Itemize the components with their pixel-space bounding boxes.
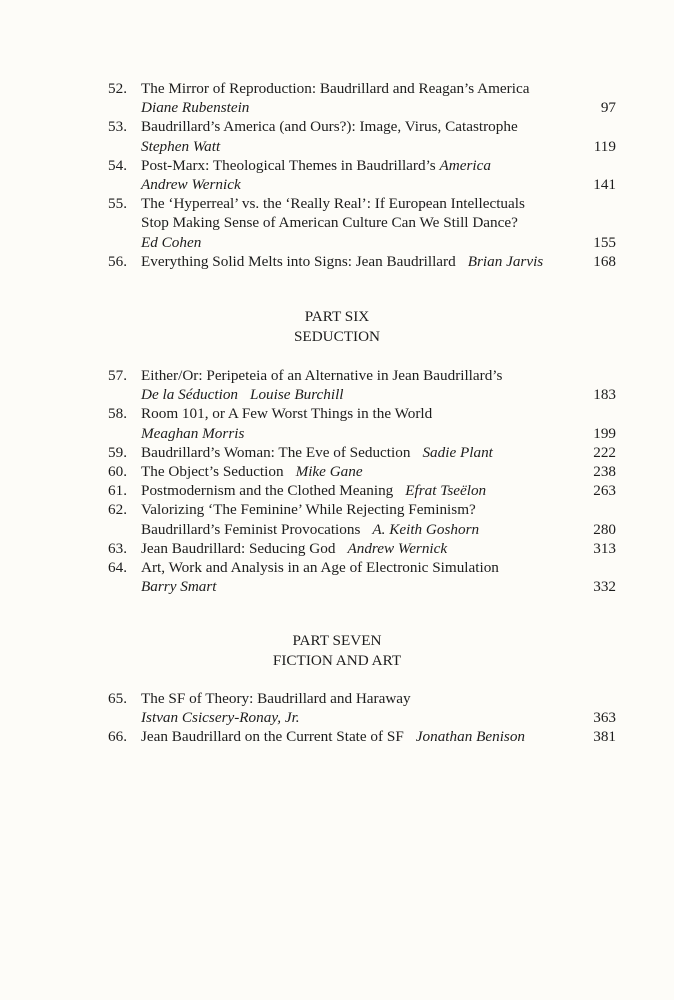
toc-group-part-six bbox=[0, 366, 674, 596]
toc-entry-line bbox=[0, 404, 674, 423]
entry-text bbox=[141, 156, 491, 175]
toc-entry-line bbox=[0, 233, 674, 252]
toc-entry-line bbox=[0, 213, 674, 232]
entry-author: Meaghan Morris bbox=[141, 424, 245, 442]
toc-entry bbox=[0, 558, 674, 596]
toc-entry bbox=[0, 462, 674, 481]
entry-title: Baudrillard’s Woman: The Eve of Seduction bbox=[141, 443, 411, 461]
page-number: 313 bbox=[593, 539, 616, 557]
entry-title: Either/Or: Peripeteia of an Alternative in Jean Baudrillard’s bbox=[141, 367, 503, 384]
entry-text bbox=[141, 213, 518, 232]
page-number: 332 bbox=[593, 578, 616, 596]
entry-title-italic: America bbox=[439, 156, 491, 174]
toc-entry-line bbox=[0, 689, 674, 708]
entry-text bbox=[141, 577, 217, 596]
part-heading-seven bbox=[0, 631, 674, 671]
toc-entry bbox=[0, 79, 674, 117]
entry-text bbox=[141, 689, 411, 708]
toc-entry-line bbox=[0, 117, 674, 136]
entry-text bbox=[141, 137, 220, 156]
entry-text bbox=[141, 117, 518, 136]
entry-title: Baudrillard’s America (and Ours?): Image, Virus, Catastrophe bbox=[141, 118, 518, 136]
toc-entry-line bbox=[0, 481, 674, 500]
part-title: FICTION AND ART bbox=[272, 652, 402, 669]
page-number: 199 bbox=[593, 424, 616, 442]
page-number: 119 bbox=[593, 137, 616, 155]
part-label: PART SEVEN bbox=[292, 632, 382, 649]
entry-number: 54. bbox=[108, 156, 127, 174]
entry-text bbox=[141, 708, 300, 727]
entry-title: The Object’s Seduction bbox=[141, 462, 284, 480]
entry-number: 58. bbox=[108, 405, 127, 423]
entry-number: 61. bbox=[108, 482, 127, 500]
toc-entry-line bbox=[0, 443, 674, 462]
entry-title: Stop Making Sense of American Culture Can We Still Dance? bbox=[141, 214, 518, 232]
entry-author: Stephen Watt bbox=[141, 137, 221, 155]
entry-number: 66. bbox=[108, 728, 127, 746]
part-heading-six bbox=[0, 307, 674, 347]
entry-author: Efrat Tseëlon bbox=[405, 482, 487, 500]
page-number: 168 bbox=[593, 252, 616, 270]
entry-title-italic: De la Séduction bbox=[141, 386, 239, 404]
entry-author: Andrew Wernick bbox=[141, 175, 241, 193]
entry-title: Art, Work and Analysis in an Age of Electronic Simulation bbox=[141, 558, 499, 576]
page-number: 155 bbox=[593, 233, 616, 251]
entry-title: The ‘Hyperreal’ vs. the ‘Really Real’: If European Intellectuals bbox=[141, 195, 525, 213]
part-title: SEDUCTION bbox=[293, 328, 381, 345]
entry-title: Postmodernism and the Clothed Meaning bbox=[141, 482, 394, 500]
entry-title: Jean Baudrillard on the Current State of SF bbox=[141, 728, 404, 746]
toc-entry bbox=[0, 727, 674, 746]
entry-title: The SF of Theory: Baudrillard and Haraway bbox=[141, 690, 411, 707]
page-number: 363 bbox=[593, 709, 616, 727]
entry-title: Jean Baudrillard: Seducing God bbox=[141, 539, 336, 557]
entry-number: 59. bbox=[108, 443, 127, 461]
entry-number: 62. bbox=[108, 501, 127, 519]
entry-title: Valorizing ‘The Feminine’ While Rejecting Feminism? bbox=[141, 501, 476, 519]
toc-entry bbox=[0, 156, 674, 194]
entry-text bbox=[141, 443, 493, 462]
entry-text bbox=[141, 462, 363, 481]
part-label: PART SIX bbox=[304, 308, 370, 325]
page-number: 280 bbox=[593, 520, 616, 538]
entry-title: The Mirror of Reproduction: Baudrillard and Reagan’s America bbox=[141, 80, 530, 97]
entry-number: 60. bbox=[108, 462, 127, 480]
page-number: 263 bbox=[593, 482, 616, 500]
toc-entry-line bbox=[0, 520, 674, 539]
entry-title: Baudrillard’s Feminist Provocations bbox=[141, 520, 361, 538]
entry-author: Brian Jarvis bbox=[467, 252, 544, 270]
toc-entry bbox=[0, 443, 674, 462]
page-number: 381 bbox=[593, 728, 616, 746]
entry-text bbox=[141, 98, 249, 117]
entry-author: Ed Cohen bbox=[141, 233, 202, 251]
entry-number: 55. bbox=[108, 195, 127, 213]
toc-entry-line bbox=[0, 577, 674, 596]
toc-group-part-five bbox=[0, 79, 674, 271]
page-number: 97 bbox=[600, 99, 616, 117]
entry-title: Room 101, or A Few Worst Things in the World bbox=[141, 405, 433, 423]
entry-number: 56. bbox=[108, 252, 127, 270]
entry-text bbox=[141, 175, 241, 194]
toc-entry-line bbox=[0, 156, 674, 175]
toc-entry-line bbox=[0, 708, 674, 727]
toc-entry-line bbox=[0, 137, 674, 156]
page-number: 183 bbox=[593, 386, 616, 404]
entry-text bbox=[141, 558, 499, 577]
entry-text bbox=[141, 79, 529, 98]
toc-entry-line bbox=[0, 79, 674, 98]
toc-entry-line bbox=[0, 385, 674, 404]
entry-author: Istvan Csicsery-Ronay, Jr. bbox=[141, 709, 300, 727]
entry-number: 65. bbox=[108, 690, 127, 707]
entry-text bbox=[141, 252, 543, 271]
toc-group-part-seven bbox=[0, 689, 674, 747]
toc-entry-line bbox=[0, 539, 674, 558]
toc-entry bbox=[0, 252, 674, 271]
toc-entry bbox=[0, 689, 674, 727]
entry-text bbox=[141, 404, 432, 423]
entry-text bbox=[141, 520, 479, 539]
entry-text bbox=[141, 366, 502, 385]
entry-author: A. Keith Goshorn bbox=[372, 520, 480, 538]
entry-author: Barry Smart bbox=[141, 578, 217, 596]
entry-title: Everything Solid Melts into Signs: Jean Baudrillard bbox=[141, 252, 456, 270]
entry-text bbox=[141, 727, 525, 746]
toc-entry bbox=[0, 194, 674, 252]
toc-entry bbox=[0, 481, 674, 500]
entry-author: Andrew Wernick bbox=[347, 539, 448, 557]
entry-text bbox=[141, 539, 447, 558]
entry-number: 53. bbox=[108, 118, 127, 136]
entry-author: Diane Rubenstein bbox=[141, 99, 250, 117]
page-number: 238 bbox=[593, 462, 616, 480]
entry-number: 52. bbox=[108, 80, 127, 97]
entry-number: 63. bbox=[108, 539, 127, 557]
toc-entry-line bbox=[0, 194, 674, 213]
entry-text bbox=[141, 194, 525, 213]
page-number: 222 bbox=[593, 443, 616, 461]
page-number: 141 bbox=[593, 175, 616, 193]
entry-number: 57. bbox=[108, 367, 127, 384]
entry-author: Jonathan Benison bbox=[415, 728, 526, 746]
entry-author: Sadie Plant bbox=[422, 443, 493, 461]
entry-text bbox=[141, 424, 244, 443]
toc-entry-line bbox=[0, 366, 674, 385]
toc-entry-line bbox=[0, 252, 674, 271]
entry-text bbox=[141, 500, 476, 519]
toc-entry bbox=[0, 539, 674, 558]
entry-author: Mike Gane bbox=[295, 462, 363, 480]
toc-entry-line bbox=[0, 98, 674, 117]
entry-text bbox=[141, 233, 201, 252]
toc-entry-line bbox=[0, 462, 674, 481]
toc-entry-line bbox=[0, 558, 674, 577]
entry-text bbox=[141, 481, 486, 500]
toc-entry-line bbox=[0, 424, 674, 443]
entry-title: Post-Marx: Theological Themes in Baudrillard’s bbox=[141, 156, 440, 174]
toc-entry-line bbox=[0, 175, 674, 194]
toc-entry bbox=[0, 500, 674, 538]
entry-author: Louise Burchill bbox=[250, 386, 344, 404]
entry-text bbox=[141, 385, 344, 404]
toc-entry bbox=[0, 404, 674, 442]
entry-number: 64. bbox=[108, 558, 127, 576]
toc-entry-line bbox=[0, 727, 674, 746]
toc-entry-line bbox=[0, 500, 674, 519]
toc-entry bbox=[0, 117, 674, 155]
toc-entry bbox=[0, 366, 674, 404]
